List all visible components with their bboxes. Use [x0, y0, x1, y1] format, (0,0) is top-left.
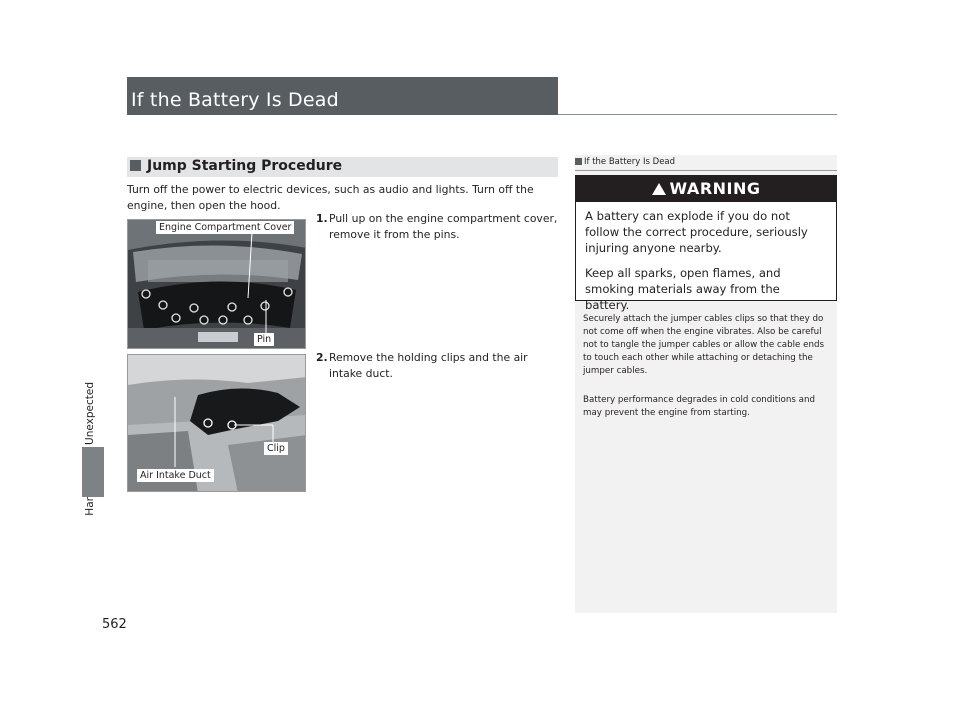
step-1 — [316, 211, 560, 243]
step-2-number: 2. — [316, 351, 328, 364]
section-square-icon — [130, 160, 141, 171]
warning-label: WARNING — [669, 179, 761, 198]
sidebar-note-1: Securely attach the jumper cables clips so that they do not come off when the engine vibrates. Also be careful not to tangle the jumper cables or allow the cable ends to touch each other while attaching or detaching the jumper cables. — [583, 314, 825, 376]
title-rule — [558, 114, 837, 115]
callout-pin: Pin — [254, 333, 274, 346]
engine-compartment-photo — [127, 219, 306, 349]
sidebar-header — [575, 157, 675, 167]
callout-clip: Clip — [264, 442, 288, 455]
sidebar-rule — [575, 170, 837, 171]
step-1-text: Pull up on the engine compartment cover, remove it from the pins. — [329, 212, 558, 241]
step-1-number: 1. — [316, 212, 328, 225]
warning-paragraph-2: Keep all sparks, open flames, and smoking materials away from the battery. — [585, 266, 781, 312]
warning-triangle-icon — [652, 183, 666, 195]
warning-body — [576, 202, 836, 313]
sidebar-header-label: If the Battery Is Dead — [584, 157, 676, 167]
warning-box — [575, 175, 837, 312]
sidebar-note-2: Battery performance degrades in cold conditions and may prevent the engine from starting. — [583, 395, 815, 418]
side-tab — [84, 330, 102, 350]
intro-paragraph: Turn off the power to electric devices, such as audio and lights. Turn off the engine, then open the hood. — [127, 183, 534, 212]
step-2 — [316, 350, 560, 382]
page-title: If the Battery Is Dead — [131, 89, 339, 111]
callout-engine-compartment-cover: Engine Compartment Cover — [156, 221, 294, 234]
engine-bay-illustration — [128, 220, 306, 349]
callout-air-intake-duct: Air Intake Duct — [137, 469, 214, 482]
warning-header — [576, 176, 836, 202]
side-tab-marker — [82, 447, 104, 497]
section-heading — [127, 157, 558, 177]
air-intake-duct-photo — [127, 354, 306, 492]
sidebar-notes — [575, 155, 837, 613]
section-title: Jump Starting Procedure — [147, 158, 343, 174]
warning-paragraph-1: A battery can explode if you do not follow the correct procedure, seriously injuring anyone nearby. — [585, 209, 808, 255]
step-2-text: Remove the holding clips and the air intake duct. — [329, 351, 528, 380]
page-number: 562 — [102, 617, 127, 632]
reference-icon — [575, 158, 582, 165]
